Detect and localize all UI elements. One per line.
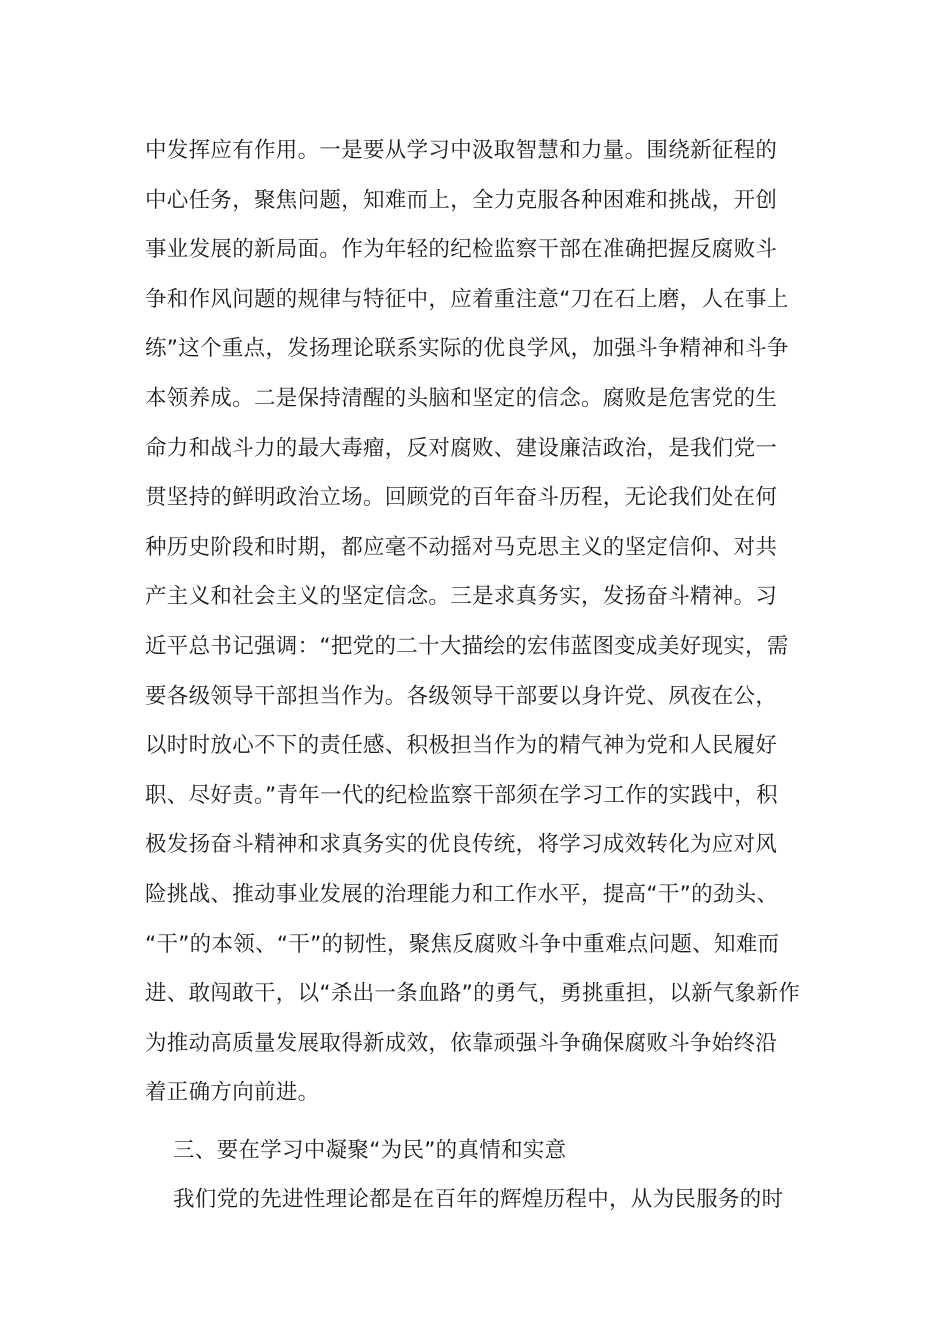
text-line: 本领养成。二是保持清醒的头脑和坚定的信念。腐败是危害党的生 bbox=[145, 385, 778, 411]
text-line: 为推动高质量发展取得新成效，依靠顽强斗争确保腐败斗争始终沿 bbox=[145, 1030, 778, 1056]
text-line: 极发扬奋斗精神和求真务实的优良传统，将学习成效转化为应对风 bbox=[145, 832, 778, 858]
text-line: 近平总书记强调：“把党的二十大描绘的宏伟蓝图变成美好现实，需 bbox=[145, 633, 789, 659]
text-line: 练”这个重点，发扬理论联系实际的优良学风，加强斗争精神和斗争 bbox=[145, 336, 789, 362]
text-line: 中发挥应有作用。一是要从学习中汲取智慧和力量。围绕新征程的 bbox=[145, 138, 778, 163]
section-heading: 三、要在学习中凝聚“为民”的真情和实意 bbox=[173, 1137, 567, 1163]
text-line: 种历史阶段和时期，都应毫不动摇对马克思主义的坚定信仰、对共 bbox=[145, 534, 778, 560]
text-line: 职、尽好责。”青年一代的纪检监察干部须在学习工作的实践中，积 bbox=[145, 782, 778, 808]
text-line: 事业发展的新局面。作为年轻的纪检监察干部在准确把握反腐败斗 bbox=[145, 237, 778, 263]
text-line: 要各级领导干部担当作为。各级领导干部要以身许党、夙夜在公， bbox=[145, 683, 778, 709]
text-line: 着正确方向前进。 bbox=[145, 1080, 320, 1106]
text-line: 争和作风问题的规律与特征中，应着重注意“刀在石上磨，人在事上 bbox=[145, 286, 789, 312]
text-line: 中心任务，聚焦问题，知难而上，全力克服各种困难和挑战，开创 bbox=[145, 187, 778, 213]
document-body bbox=[145, 126, 815, 1225]
text-line: 命力和战斗力的最大毒瘤，反对腐败、建设廉洁政治，是我们党一 bbox=[145, 435, 778, 461]
text-line: “干”的本领、“干”的韧性，聚焦反腐败斗争中重难点问题、知难而 bbox=[145, 931, 780, 957]
text-line: 进、敢闯敢干，以“杀出一条血路”的勇气，勇挑重担，以新气象新作 bbox=[145, 981, 801, 1007]
text-line: 产主义和社会主义的坚定信念。三是求真务实，发扬奋斗精神。习 bbox=[145, 584, 778, 610]
text-line: 险挑战、推动事业发展的治理能力和工作水平，提高“干”的劲头、 bbox=[145, 881, 779, 907]
text-line: 以时时放心不下的责任感、积极担当作为的精气神为党和人民履好 bbox=[145, 733, 778, 759]
text-line: 我们党的先进性理论都是在百年的辉煌历程中，从为民服务的时 bbox=[173, 1187, 784, 1213]
text-line: 贯坚持的鲜明政治立场。回顾党的百年奋斗历程，无论我们处在何 bbox=[145, 485, 778, 511]
